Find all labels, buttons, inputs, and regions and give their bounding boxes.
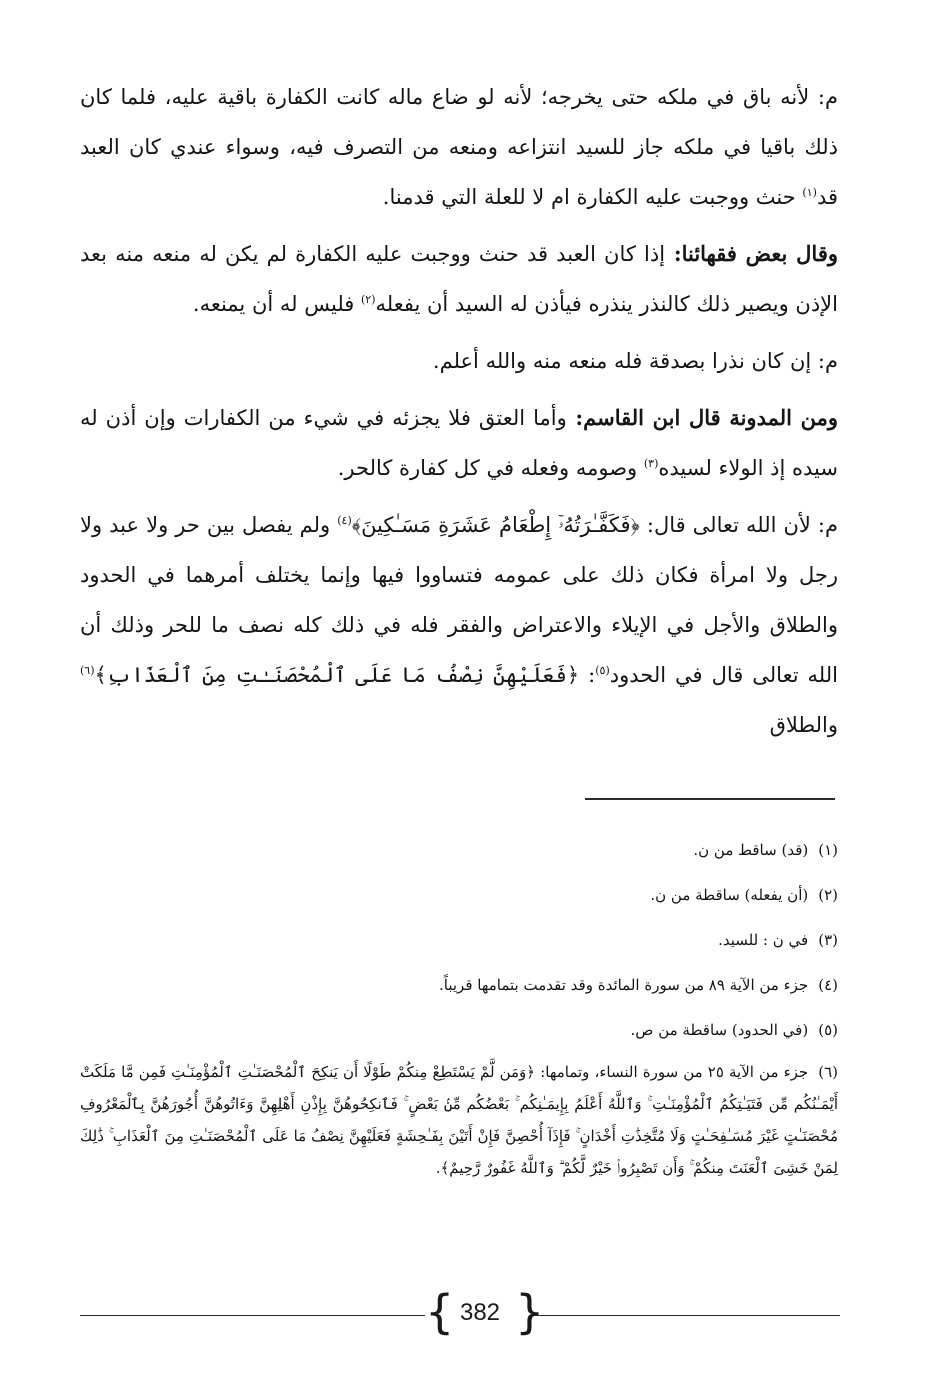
paragraph-lead: ومن المدونة قال ابن القاسم:	[566, 405, 838, 430]
footnote-number: (٦)	[818, 1063, 838, 1081]
footnote	[80, 918, 838, 963]
paragraph-text: م: لأن الله تعالى قال: ﴿فَكَفَّـٰرَتُهُۥٓ إِطْعَامُ عَشَرَةِ مَسَـٰكِينَ﴾	[351, 513, 838, 537]
page-number-bracket-left: {	[425, 1285, 455, 1339]
footnote-text: جزء من الآية ٢٥ من سورة النساء، وتمامها: ﴿وَمَن لَّمْ يَسْتَطِعْ مِنكُمْ طَوْلًا أَن يَنكِحَ ٱلْمُحْصَنَـٰتِ ٱلْمُؤْمِنَـٰتِ فَمِن مَّا مَلَكَتْ أَيْمَـٰنُكُم مِّن فَتَيَـٰتِكُمُ ٱلْمُؤْمِنَـٰتِ ۚ وَٱللَّهُ أَعْلَمُ بِإِيمَـٰنِكُم ۚ بَعْضُكُم مِّنۢ بَعْضٍ ۚ فَٱنكِحُوهُنَّ بِإِذْنِ أَهْلِهِنَّ وَءَاتُوهُنَّ أُجُورَهُنَّ بِٱلْمَعْرُوفِ مُحْصَنَـٰتٍ غَيْرَ مُسَـٰفِحَـٰتٍ وَلَا مُتَّخِذَٰتِ أَخْدَانٍ ۚ فَإِذَآ أُحْصِنَّ فَإِنْ أَتَيْنَ بِفَـٰحِشَةٍ فَعَلَيْهِنَّ نِصْفُ مَا عَلَى ٱلْمُحْصَنَـٰتِ مِنَ ٱلْعَذَابِ ۚ ذَٰلِكَ لِمَنْ خَشِىَ ٱلْعَنَتَ مِنكُمْ ۚ وَأَن تَصْبِرُوا۟ خَيْرٌ لَّكُمْ ۗ وَٱللَّهُ غَفُورٌ رَّحِيمٌ﴾.	[80, 1063, 838, 1177]
footnote-text: (في الحدود) ساقطة من ص.	[630, 1021, 809, 1039]
footnote-text: في ن : للسيد.	[718, 931, 809, 949]
footnote	[80, 828, 838, 873]
paragraph-text: م: لأنه باق في ملكه حتى يخرجه؛ لأنه لو ضاع ماله كانت الكفارة باقية عليه، فلما كان ذلك باقيا في ملكه جاز للسيد انتزاعه ومنعه من التصرف فيه، وسواء عندي كان العبد قد	[80, 85, 838, 209]
footnote-ref[interactable]: (٣)	[643, 457, 659, 470]
footnote-number: (٤)	[818, 976, 838, 994]
paragraph	[80, 72, 838, 222]
footnote-ref[interactable]: (١)	[802, 186, 817, 199]
paragraph	[80, 336, 838, 386]
paragraph-text-continued: ولم يفصل بين حر ولا عبد ولا رجل ولا امرأة فكان ذلك على عمومه فتساووا فيها وإنما يختلف أمرهما في الحدود والطلاق والأجل في الإيلاء والاعتراض والفقر فله في ذلك كله نصف ما للحر وذلك أن الله تعالى قال في الحدود	[80, 513, 838, 687]
footnote-ref[interactable]: (٥)	[595, 664, 610, 677]
footnote-separator	[585, 798, 835, 800]
footnote	[80, 1008, 838, 1053]
footnote-ref[interactable]: (٢)	[361, 293, 376, 306]
paragraph-text-continued: فليس له أن يمنعه.	[192, 292, 361, 316]
paragraph-text: إذا كان العبد قد حنث ووجبت عليه الكفارة لم يكن له منعه منه بعد الإذن ويصير ذلك كالنذر ينذره فيأذن له السيد أن يفعله	[80, 242, 838, 316]
paragraph-text: وأما العتق فلا يجزئه في شيء من الكفارات وإن أذن له سيده إذ الولاء لسيده	[80, 406, 838, 480]
footnote-number: (٣)	[818, 931, 838, 949]
page-number: 382	[459, 1299, 501, 1326]
footnote-text: (أن يفعله) ساقطة من ن.	[650, 886, 809, 904]
main-text	[80, 72, 838, 757]
footnote-number: (٥)	[818, 1021, 838, 1039]
footnote-number: (١)	[818, 841, 838, 859]
paragraph-text: م: إن كان نذرا بصدقة فله منعه منه والله أعلم.	[432, 349, 838, 373]
paragraph-lead: وقال بعض فقهائنا:	[665, 241, 839, 266]
footnote-number: (٢)	[818, 886, 838, 904]
page-footer	[70, 1285, 850, 1345]
paragraph	[80, 229, 838, 329]
paragraph	[80, 393, 838, 493]
footnotes	[80, 828, 838, 1184]
paragraph-text-continued: وصومه وفعله في كل كفارة كالحر.	[337, 456, 644, 480]
footnote-text: (قد) ساقط من ن.	[693, 841, 809, 859]
paragraph	[80, 500, 838, 750]
footer-rule-right	[535, 1315, 840, 1316]
paragraph-text-continued: : ﴿فَعَلَيْهِنَّ نِصْفُ مَا عَلَى ٱلْمُحْصَنَـٰتِ مِنَ ٱلْعَذَابِ﴾	[94, 663, 596, 687]
footnote	[80, 963, 838, 1008]
footnote	[80, 1056, 838, 1184]
paragraph-text-continued: حنث ووجبت عليه الكفارة ام لا للعلة التي قدمنا.	[382, 185, 803, 209]
footnote-ref[interactable]: (٦)	[80, 664, 95, 677]
footnote	[80, 873, 838, 918]
footer-rule-left	[80, 1315, 425, 1316]
footnote-ref[interactable]: (٤)	[337, 514, 352, 527]
paragraph-text-continued: والطلاق	[769, 713, 838, 737]
footnote-text: جزء من الآية ٨٩ من سورة المائدة وقد تقدمت بتمامها قريباً.	[439, 976, 809, 994]
page-number-bracket-right: }	[515, 1285, 545, 1339]
